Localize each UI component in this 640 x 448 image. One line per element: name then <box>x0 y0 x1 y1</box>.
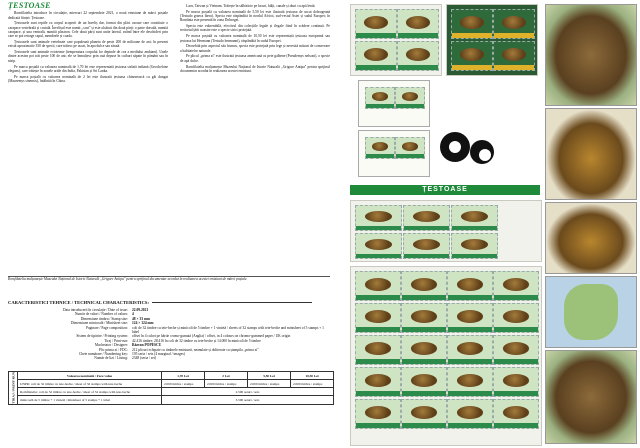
turtle-photo <box>545 350 637 444</box>
turtle-photo <box>545 4 637 106</box>
paragraph: Specia este vulnerabilă, efectivul din colecțiile legale și ilegale fiind în scădere continuă. Pe teritoriul țării noastre este o specie strict protejată. <box>180 24 330 33</box>
paragraph: Țestoasele sunt animale ectoterme (temperatura corpului lor depinde de cea a mediului ambiant). Unele dintre acestea pot trăi peste 100 de ani; ele se înmulțesc prin ouă depuse în cuiburi săpate în pământ sau în nisip. <box>8 50 168 63</box>
paragraph: Romfilatelia introduce în circulație, miercuri 22 septembrie 2021, o nouă emisiune de mărci poștale dedicată ființei: Țestoase. <box>8 11 168 20</box>
paragraph: Laos, Taiwan și Vietnam. Trăiește în sălbăticie pe lacuri, bălți, canale și râuri cu apă lentă. <box>186 4 316 8</box>
first-day-cover-2 <box>358 130 430 177</box>
habitat-map <box>545 276 637 348</box>
spec-row: Dimensiune minicoală / Minisheet size: 124 × 124 mm <box>70 321 154 326</box>
full-stamp-sheet <box>350 266 542 446</box>
specs-list <box>8 308 330 361</box>
turtle-photo <box>545 108 637 200</box>
paragraph: Pe marca poștală cu valoarea nominală de 5,50 lei este ilustrată țestoasa de uscat dobrogeană (Testudo graeca ibera). Specia este răspândită în nordul Africii, sud-vestul Asiei și sudul Europei; în România este prezentă în zona Dobrogei. <box>180 9 330 23</box>
spec-row: Machetator / Designer: Răzvan POPESCU <box>94 343 162 348</box>
specs-heading: CARACTERISTICI TEHNICE / TECHNICAL CHARACTERISTICS: <box>8 300 312 305</box>
print-run-table <box>8 371 334 405</box>
spec-row: Paginare / Page composition: coli de 32 timbre cu tete-beche și minicoli de 5 timbre + 1 vinietă / sheets of 32 stamps with tete-beche and minisheet of 5 stamps + 1 label <box>85 325 324 335</box>
minisheet-dark <box>446 4 538 76</box>
spec-row: Dimensiune timbru / Stamp size: 48 × 33 mm <box>80 316 150 321</box>
paragraph: Țestoasele sunt animale vertebrate care populează planeta de peste 200 de milioane de ani; în prezent există aproximativ 350 de specii, care trăiesc pe uscat, în apa dulce sau sărată. <box>8 40 168 49</box>
paragraph: Țestoasele sunt reptile cu corpul acoperit de un înveliș dur, format din plăci osoase care constituie o carapace vertebrală și costală. Învelișul este numit ,,scut'' și este alcătuit din două părți: o parte dorsală, numită carapace, și una ventrală, numită plastron. Cele două părți sunt unite lateral, având între ele deschideri prin care se pot retrage capul, membrele și coada. <box>8 21 168 39</box>
paragraph: Pe marca poștală cu valoarea nominală de 2 lei este ilustrată țestoasa chinezească cu gât dungat (Mauremys sinensis), întâlnită în China. <box>8 74 168 83</box>
table-header-row: TIRAJ / PRINT-RUN Valoarea nominală / Face value 1,70 Lei 2 Lei 5,50 Lei 10,50 Lei <box>9 372 334 380</box>
stamp-sheet-small <box>350 200 542 262</box>
spec-row: Data introducerii în circulație / Date of issue: 22.09.2021 <box>63 308 149 312</box>
paragraph: Pe marca poștală cu valoarea nominală de 1,70 lei este reprezentată țestoasa stelată indiană (Geochelone elegans), care trăiește în zonele aride din India, Pakistan și Sri Lanka. <box>8 64 168 73</box>
table-row: minicoală de 5 timbre + 1 vinietă / minisheet of 5 stamps + 1 label 3.500 seturi / sets <box>9 396 334 404</box>
first-day-cover <box>358 80 430 127</box>
spec-row: Tiraj / Print-run: 42.416 timbre; 28.416 în coli de 32 timbre cu tete-beche și 14.000 în minicoli de 5 timbre <box>104 338 261 343</box>
article-left-column <box>8 1 168 85</box>
spec-row: Număr de valori / Number of values: 4 <box>74 312 134 317</box>
paragraph: Pe plicul ,,prima zi'' este ilustrată țestoasa americană cu pete galbene (Pseudemys nelsoni), o specie de apă dulce. <box>180 54 330 63</box>
minisheet-light <box>350 4 442 76</box>
spec-row: Sistem de tipărire / Printing system: offset în 4 culori pe hârtie cromo-gumată (Anglia) / offset, in 4 colours on chromo-gummed paper / UK origin <box>76 334 291 339</box>
turtle-photo <box>545 202 637 274</box>
spec-row: Număr de lizi / Listing: 2348 (seria / set) <box>94 356 157 361</box>
spec-row: Plic prima zi / FDC: 212 plicuri echipate cu timbrele emisiunii, neanulate și obliterate cu ștampila ,,prima zi'' <box>98 347 259 352</box>
article-right-column <box>180 4 330 75</box>
postmark-stamp <box>470 140 494 164</box>
acknowledgement: Romfilatelia mulțumește Muzeului Național de Istorie Naturală ,,Grigore Antipa'' pentru sprijinul documentar acordat în realizarea acestei emisiuni de mărci poștale. <box>8 272 330 281</box>
paragraph: Pe marca poștală cu valoarea nominală de 10,50 lei este reprezentată țestoasa europeană sau țestoasa lui Hermann (Testudo hermanni), răspândită în sudul Europei. <box>180 34 330 43</box>
table-row: Romfilatelia: coli de 32 timbre cu tete-beche / sheet of 32 stamps with tete-beche 2.500 seturi / sets <box>9 388 334 396</box>
spec-row: Cheie numărare / Numbering key: 195 seria / sets (4 marginal / images) <box>78 352 185 357</box>
paragraph: Romfilatelia mulțumește Muzeului Național de Istorie Naturală ,,Grigore Antipa'' pentru sprijinul documentar acordat în realizarea acestei emisiuni. <box>180 64 330 73</box>
table-side-label: TIRAJ / PRINT-RUN <box>9 372 18 405</box>
postmark-stamp <box>440 132 470 162</box>
page-title: ȚESTOASE <box>8 1 51 10</box>
issue-band-label: ȚESTOASE <box>350 185 540 195</box>
table-row: UNPR: coli de 32 timbre cu tete-beche / sheet of 32 stamps with tete-beche 2.000 timbre / stamps 2.000 timbre / stamps 2.000 timbre / stamps 2.000 timbre / stamps <box>9 380 334 388</box>
paragraph: Deosebită prin aspectul său frumos, specia este protejată prin lege și necesită măsuri de conservare a habitatelor naturale. <box>180 44 330 53</box>
